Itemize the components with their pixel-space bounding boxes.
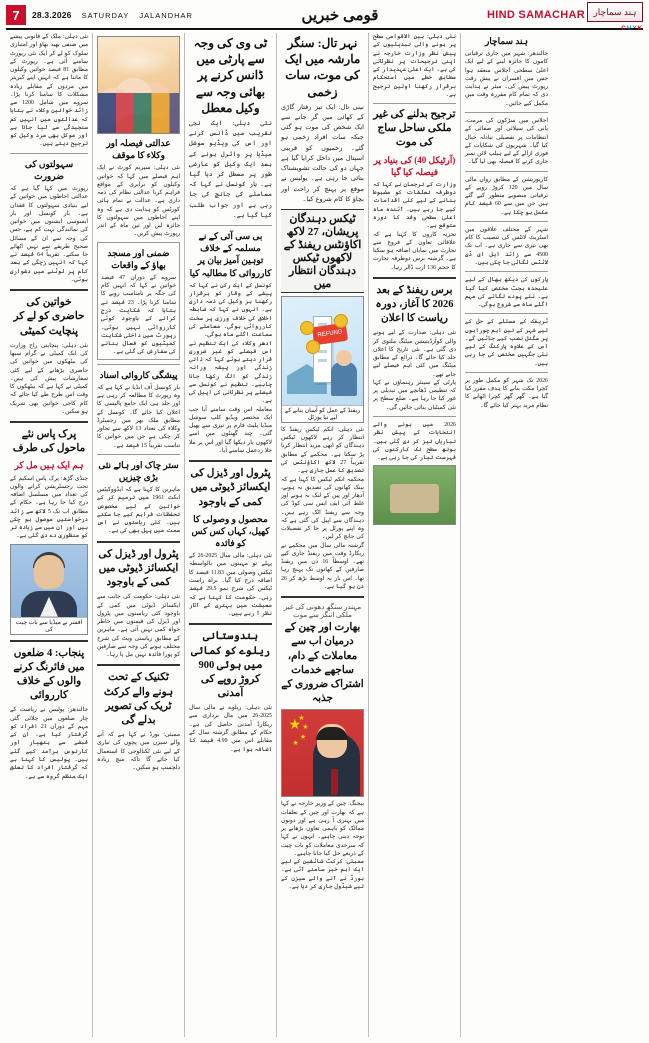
divider [465, 313, 548, 314]
col1-lead-text: نئی دہلی: ملک کے قانونی پیشے میں صنفی بھید بھاؤ اور امتیازی سلوک کو لے کر ایک نئی رپورٹ سامنے آئی ہے۔ رپورٹ کے مطابق 81 فیصد خواتین وکیلوں کا ماننا ہے کہ انہیں اپنے کیریئر میں مردوں کے مقابلے زیادہ مشکلات کا سامنا کرنا پڑا۔ سروے میں شامل 1200 سے زائد خواتین وکلاء نے بتایا کہ عدالتوں میں انہیں کم سنجیدگی سے لیا جاتا ہے اور موکل بھی مرد وکیل کو ترجیح دیتے ہیں۔ [10, 34, 88, 148]
china-minister-photo [281, 709, 364, 797]
publication-date: 28.3.2026 [32, 10, 72, 20]
col2-sub-3: ستر چاک اور ہائے نئی بڑی چیزیں [98, 459, 179, 483]
col6-body-7: 2026 تک شہر کو مکمل طور پر کچرا مکت بنانے کا ہدف مقرر کیا گیا ہے۔ گھر گھر کچرا اٹھانے کا نظام مزید بہتر کیا جائے گا۔ [465, 377, 548, 409]
col3-body-3: ادھر وکلاء کی ایک تنظیم نے اس فیصلے کو غیر ضروری قرار دیتے ہوئے کہا کہ ذاتی زندگی اور پیشہ ورانہ زندگی کو الگ رکھا جانا چاہیے۔ تنظیم نے کونسل سے فیصلے پر نظرثانی کی اپیل کی ہے۔ [189, 340, 272, 405]
photo-caption: افسر نے میڈیا سے بات چیت کی [11, 617, 87, 634]
flag-star-icon: ★ [298, 714, 305, 723]
flag-star-icon: ★ [292, 738, 299, 747]
col1-body-3: نئی دہلی: پنچایتی راج وزارت کی ایک کمیٹی نے گرام سبھا کی بیٹھکوں میں خواتین کی حاضری بڑھانے کے لیے کئی سفارشات پیش کی ہیں۔ کمیٹی نے کہا ہے کہ بیٹھکوں کا وقت اس طرح طے کیا جائے کہ کام کاجی خواتین بھی شریک ہو سکیں۔ [10, 342, 88, 415]
col1-body-5: جالندھر: پولیس نے ریاست کے چار ضلعوں میں چلائی گئی مہم کے دوران 21 افراد کو گرفتار کیا ہے۔ ان کے قبضے سے ہتھیار اور کارتوس برآمد کیے گئے ہیں۔ پولیس کا کہنا ہے کہ گرفتار افراد کا تعلق ایک منظم گروہ سے ہے۔ [10, 707, 88, 780]
col2-body-2: سروے کے دوران 47 فیصد خواتین نے کہا کہ انہیں کام کی جگہ پر نامناسب رویے کا سامنا کرنا پڑا۔ 23 فیصد نے بتایا کہ شکایت درج کرانے کے باوجود کوئی کارروائی نہیں ہوئی۔ رپورٹ میں داخلی شکایت کمیٹیوں کو فعال بنانے کی سفارش کی گئی ہے۔ [101, 274, 177, 356]
col3-headline-1: ٹی وی کی وجہ سے پارٹی میں ڈانس کرنے پر بھائی وجہ سے وکیل معطل [193, 36, 268, 115]
classroom-illustration [98, 37, 179, 133]
col2-headline-2: پٹرول اور ڈیزل کی ایکسائز ڈیوٹی میں کمی کے باوجود [98, 548, 179, 589]
col3-body-1: نئی دہلی: ایک نجی تقریب میں ڈانس کرنے اور اس کی ویڈیو سوشل میڈیا پر وائرل ہونے کے بعد ایک وکیل کو عارضی طور پر معطل کر دیا گیا ہے۔ بار کونسل نے کہا کہ معاملے کی جانچ کی جا رہی ہے اور جواب طلب کیا گیا ہے۔ [189, 119, 272, 219]
divider [10, 289, 88, 291]
cricket-ground-illustration [374, 466, 455, 524]
head-shape [34, 555, 64, 589]
col3-headline-3: ہندوستانی ریلوے کو کمائی میں ہوئی 900 کروڑ روپے کی آمدنی [190, 631, 271, 700]
col1-red-note: ہم ایک ہیں مل کر [14, 460, 84, 471]
col2-body-3: بار کونسل آف انڈیا نے کہا ہے کہ وہ رپورٹ کا مطالعہ کر رہی ہے اور جلد ہی ایک جامع پالیسی کا اعلان کیا جائے گا۔ کونسل کے مطابق ملک بھر میں رجسٹرڈ وکلاء کی تعداد 13 لاکھ سے تجاوز کر چکی ہے جن میں خواتین کا تناسب تقریباً 15 فیصد ہے۔ [97, 384, 180, 449]
col6-sub-1: ہند سماچار [484, 36, 529, 46]
coin-icon [300, 321, 314, 335]
col2-body-5: نئی دہلی: حکومت کی جانب سے ایکسائز ڈیوٹی میں کمی کے باوجود کئی ریاستوں میں پٹرول اور ڈیزل کی قیمتوں میں خاطر خواہ کمی نہیں آئی ہے۔ ماہرین کے مطابق ریاستی ویٹ کی شرح مختلف ہونے کی وجہ سے صارفین کو پورا فائدہ نہیں مل پا رہا۔ [97, 594, 180, 659]
col4-headline-1: نہر تال: سنگر مارشہ میں ایک کی موت، سات زخمی [284, 36, 361, 99]
flag-star-icon: ★ [299, 732, 307, 741]
divider [10, 640, 88, 642]
tax-refund-illustration-photo [281, 296, 364, 423]
col3-body-2: کونسل کے ایک رکن نے کہا کہ پیشے کے وقار کو برقرار رکھنا ہر وکیل کی ذمہ داری ہے۔ انہوں نے کہا کہ ضابطہ اخلاق کی خلاف ورزی پر سخت کارروائی ہوگی۔ معاملے کی سماعت اگلے ماہ ہوگی۔ [189, 282, 272, 339]
col5-body-2: وزارت کے ترجمان نے کہا کہ دوطرفہ تعلقات کو مضبوط بنانے کے لیے کئی اقدامات کیے جا رہے ہیں۔ آئندہ ماہ اعلیٰ سطحی وفد کا دورہ متوقع ہے۔ [373, 181, 456, 230]
col5-body-6: 2026 میں ہونے والے انتخابات کے پیش نظر تیاریاں تیز کر دی گئی ہیں۔ بوتھ سطح تک کارکنوں کی فہرست تیار کی جا رہی ہے۔ [373, 422, 456, 462]
col5-body-5: پارٹی کے سینئر رہنماؤں نے کہا کہ تنظیمی ڈھانچے میں تبدیلی پر غور کیا جا رہا ہے۔ ضلع سطح پر نئی کمیٹیاں بنائی جائیں گی۔ [373, 379, 456, 411]
divider [465, 271, 548, 272]
page-columns [6, 33, 643, 1037]
divider [189, 460, 272, 462]
divider [465, 171, 548, 172]
divider [189, 225, 272, 226]
col3-body-6: نئی دہلی: ریلوے نے مالی سال 2025-26 میں مال برداری سے ریکارڈ آمدنی حاصل کی ہے۔ حکام کے مطابق گزشتہ سال کے مقابلے اس میں 4.99 فیصد کا اضافہ ہوا ہے۔ [189, 705, 272, 753]
col5-body-4: نئی دہلی: صدارت کے لیے ہونے والی کوآرڈینیشن میٹنگ ملتوی کر دی گئی ہے۔ نئی تاریخ کا اعلان جلد کیا جائے گا۔ ذرائع کے مطابق میٹنگ میں کئی اہم فیصلے لیے جانے تھے۔ [373, 330, 456, 378]
column-2 [92, 33, 184, 1037]
column-1 [6, 33, 92, 1037]
divider [465, 112, 548, 113]
divider [97, 541, 180, 543]
brand-name: HIND SAMACHAR [486, 9, 585, 21]
col5-body-3: تجزیہ کاروں کا کہنا ہے کہ علاقائی تعاون کے فروغ سے تجارت میں نمایاں اضافہ ہو سکتا ہے۔ گزشتہ برس دوطرفہ تجارت کا حجم 136 ارب ڈالر رہا۔ [373, 231, 456, 271]
col2-body-6: ممبئی: بورڈ نے کہا ہے کہ آنے والے سیزن میں پچوں کی تیاری کے لیے نئی ٹکنالوجی کا استعمال کیا جائے گا تاکہ میچ زیادہ دلچسپ ہو سکیں۔ [97, 732, 180, 772]
col2-sub-2: پیشگی کاروائی اسناد [99, 369, 178, 380]
divider [97, 664, 180, 666]
tax-illustration-caption: ریفنڈ کے عمل کو آسان بنانے کے لیے نیا پورٹل [282, 405, 363, 422]
col5-body-1: نئی دہلی: بین الاقوامی سطح پر ہونے والی تبدیلیوں کے پیش نظر وزارت خارجہ نے اپنی ترجیحات پر نظرثانی کی ہے۔ ایک اعلیٰ عہدیدار کے مطابق خطے میں استحکام برقرار رکھنا اولین ترجیح ہے۔ [373, 34, 456, 98]
col6-body-4: شہر کے مختلف علاقوں میں اسٹریٹ لائٹس کی تنصیب کا کام بھی تیزی سے جاری ہے۔ اب تک 4500 سے زائد ایل ای ڈی لائٹس لگائی جا چکی ہیں۔ [465, 226, 548, 266]
col1-headline-3: پرک پاس نئے ماحول کی طرف [12, 429, 86, 455]
col2-body-1: نئی دہلی: سپریم کورٹ نے ایک اہم فیصلے میں کہا کہ خواتین وکیلوں کو برابری کے مواقع فراہم کرنا عدالتی نظام کی ذمہ داری ہے۔ عدالت نے تمام ہائی کورٹس کو ہدایت دی ہے کہ وہ اپنے احاطوں میں سہولتوں کا جائزہ لیں اور تین ماہ کے اندر رپورٹ پیش کریں۔ [97, 165, 180, 238]
divider [97, 454, 180, 455]
col3-body-5: نئی دہلی: مالی سال 2025-26 کے پہلے نو مہینوں میں بالواسطہ ٹیکس وصولی میں 11.83 فیصد کا اضافہ درج کیا گیا۔ براہ راست ٹیکس کی شرح نمو 29.5 فیصد رہی۔ حکومت کا کہنا ہے کہ معیشت میں بہتری کے آثار نظر آ رہے ہیں۔ [189, 553, 273, 618]
tie-shape [331, 769, 338, 795]
divider [373, 103, 456, 104]
col4-body-6: بیجنگ: چین کے وزیر خارجہ نے کہا ہے کہ بھارت اور چین کے تعلقات میں بہتری آ رہی ہے اور دونوں ممالک کو باہمی تعاون بڑھانے پر توجہ دینی چاہیے۔ انہوں نے کہا کہ سرحدی معاملات کو بات چیت کے ذریعے حل کیا جانا چاہیے۔ [281, 801, 364, 857]
col1-body-4: چنڈی گڑھ: پرک پاس اسکیم کے تحت رجسٹریشن کرانے والوں کی تعداد میں مسلسل اضافہ درج کیا جا رہا ہے۔ حکام کے مطابق اب تک 5 لاکھ سے زائد درخواستیں موصول ہو چکی ہیں اور ان میں سے زیادہ تر کو منظوری دے دی گئی ہے۔ [10, 475, 88, 540]
col5-headline-2: برس ریفنڈ کے بعد 2026 کا آغاز، دورہ ریاست کا اعلان [375, 284, 454, 325]
refund-stamp-icon: REFUND [312, 323, 348, 346]
pitch-shape [390, 484, 439, 513]
col5-note: (آرٹیکل 40) کی بنیاد پر فیصلہ کیا گیا [373, 154, 456, 177]
divider [465, 221, 548, 222]
flag-star-icon: ★ [288, 717, 302, 733]
col4-kicker: مہندر سنگھ دھونی کی غیر ملکی اننگز سے موت [283, 603, 362, 620]
column-5 [368, 33, 460, 1037]
col4-headline-4: بھارت اور چین کے درمیان اب سے معاملات کے دام، ساجھے خدمات اشتراک ضروری کے جذبہ [281, 622, 364, 705]
col6-body-6: ٹریفک کے مسئلے کے حل کے لیے شہر کے تین اہم چوراہوں پر سگنل نصب کیے جائیں گے۔ اس کے علاوہ پارکنگ کے لیے نئی جگہیں مختص کی جا رہی ہیں۔ [465, 319, 548, 367]
col3-headline-2: پٹرول اور ڈیزل کی ایکسائز ڈیوٹی میں کمی کے باوجود [190, 468, 271, 508]
section-title: قومی خبریں [301, 7, 379, 24]
col6-body-1: جالندھر: شہر میں جاری ترقیاتی کاموں کا جائزہ لینے کے لیے ایک اعلیٰ سطحی اجلاس منعقد ہوا جس میں افسران نے پیش رفت رپورٹ پیش کی۔ میئر نے ہدایت دی کہ تمام کام مقررہ وقت میں مکمل کیے جائیں۔ [465, 51, 548, 107]
divider [97, 364, 180, 365]
china-flag-portrait-illustration [282, 710, 363, 796]
divider [465, 372, 548, 373]
column-4 [276, 33, 368, 1037]
col6-body-2: اجلاس میں سڑکوں کی مرمت، پانی کی سپلائی اور صفائی کے انتظامات پر تفصیلی تبادلہ خیال کیا گیا۔ شہریوں کی شکایات کے فوری ازالے کے لیے ہیلپ لائن نمبر جاری کرنے کا فیصلہ بھی لیا گیا۔ [465, 118, 548, 166]
col4-body-5: ممبئی: کرکٹ شائقین کے لیے ایک اہم خبر سامنے آئی ہے۔ بورڈ نے آنے والے سیزن کے لیے شیڈول جاری کر دیا ہے۔ [281, 859, 364, 890]
col1-headline-2: خواتین کی حاضری کو لے کر پنچایت کمیٹی [13, 297, 85, 337]
col2-headline-1: عدالتی فیصلہ اور وکلاء کا موقف [106, 138, 171, 161]
col2-boxed-item [97, 242, 180, 360]
page-number-badge: 7 [6, 5, 26, 25]
cmyk-color-bar: CMYK [621, 26, 643, 32]
divider [189, 623, 272, 625]
col1-sub-headline: سہولتوں کی ضرورت [24, 158, 74, 181]
col2-headline-3: ٹکنیک کے تحت ہونے والے کرکٹ ٹریک کی تصویر بدلے گی [103, 672, 174, 726]
col5-headline-1: ترجیح بدلنے کی غیر ملکی ساحل ساج کی موت [373, 109, 456, 149]
col4-body-2: نئی دہلی: انکم ٹیکس ریفنڈ کا انتظار کر رہے لاکھوں ٹیکس دہندگان کو ابھی مزید انتظار کرنا پڑ سکتا ہے۔ محکمے کے مطابق تقریباً 27 لاکھ اکاؤنٹس کی تصدیق کا عمل جاری ہے۔ [281, 426, 364, 475]
col2-body-4: ماہرین کا کہنا ہے کہ ایڈووکیٹس ایکٹ 1961 میں ترمیم کر کے خواتین کے لیے مخصوص تحفظات فراہم کیے جا سکتے ہیں۔ کئی ریاستوں نے اس سمت میں پہل بھی کی ہے۔ [97, 487, 180, 535]
tax-refund-illustration [282, 297, 363, 405]
col4-body-4: گزشتہ مالی سال میں محکمے نے ریکارڈ وقت میں ریفنڈ جاری کیے تھے۔ اوسطاً 16 دن میں ریفنڈ صارفین کے کھاتوں تک پہنچ رہا تھا۔ اس بار یہ اوسط بڑھ کر 26 دن ہو گیا ہے۔ [281, 542, 364, 590]
tax-refund-banner [281, 209, 364, 293]
cricket-photo [373, 465, 456, 525]
col6-body-5: پارکوں کی دیکھ بھال کے لیے علیحدہ بجٹ مختص کیا گیا ہے۔ نئے پودے لگانے کی مہم اگلے ماہ سے شروع ہوگی۔ [465, 277, 548, 309]
masthead [6, 4, 643, 30]
col1-body-2: رپورٹ میں کہا گیا ہے کہ عدالتی احاطوں میں خواتین کے لیے بنیادی سہولتوں کا فقدان ہے۔ بار کونسل اور بار ایسوسی ایشنوں میں خواتین کی نمائندگی بہت کم ہے، جس کی وجہ سے ان کے مسائل صحیح طریقے سے نہیں اٹھائے جا سکتے۔ تقریباً 64 فیصد نے کہا کہ انہیں زچگی کے بعد کام پر لوٹنے میں دشواری ہوئی۔ [10, 186, 89, 283]
col1-headline-4: پنجاب: 4 ضلعوں میں فائرنگ کرنے والوں کے خلاف کارروائی [13, 647, 85, 702]
col3-body-4: معاملہ اس وقت سامنے آیا جب ایک مختصر ویڈیو کلپ سوشل میڈیا پلیٹ فارم پر تیزی سے پھیل گئی۔ چند گھنٹوں میں اسے لاکھوں بار دیکھا گیا اور اس پر ملا جلا ردعمل سامنے آیا۔ [189, 406, 272, 454]
publication-city: JALANDHAR [139, 10, 193, 20]
col2-sub-1: ضمنی اور مسجد بھاؤ کے واقعات [107, 247, 170, 270]
col6-body-3: کارپوریشن کے مطابق رواں مالی سال میں 120 کروڑ روپے کے ترقیاتی منصوبے منظور کیے گئے ہیں جن میں سے 60 فیصد کام مکمل ہو چکا ہے۔ [465, 176, 548, 216]
col4-body-3: محکمہ انکم ٹیکس کا کہنا ہے کہ بینک کھاتوں کی تصدیق نہ ہونے، آدھار اور پین کے لنک نہ ہونے اور غلط آئی ایف ایس سی کوڈ کی وجہ سے ریفنڈ اٹک رہے ہیں۔ دہندگان سے اپیل کی گئی ہے کہ وہ اپنے پورٹل پر جا کر تفصیلات کی جانچ کر لیں۔ [281, 476, 364, 541]
teachers-illustration-photo [97, 36, 180, 134]
col4-body-1: نینی تال: ایک تیز رفتار گاڑی کے کھائی میں گر جانے سے ایک شخص کی موت ہو گئی جبکہ سات افراد زخمی ہو گئے۔ زخمیوں کو قریبی اسپتال میں داخل کرایا گیا ہے جہاں دو کی حالت تشویشناک بتائی جا رہی ہے۔ پولیس نے موقع پر پہنچ کر راحت اور بچاؤ کا کام شروع کیا۔ [281, 103, 364, 203]
divider [373, 277, 456, 279]
divider [10, 153, 88, 154]
officer-photo [10, 544, 88, 635]
col3-sub-2: محصول و وصولی کا کھیل، کہاں کس کس کو فائدہ [191, 513, 270, 549]
coin-icon [334, 314, 348, 328]
column-6 [460, 33, 552, 1037]
flag-star-icon: ★ [302, 723, 309, 732]
portrait-illustration [11, 545, 87, 617]
taxpayer-figure-icon [331, 362, 357, 396]
col3-sub-1: بی سی آئی کے نے مسلمہ کے خلاف توہین آمیز بیان پر کارروائی کا مطالبہ کیا [189, 231, 272, 278]
tax-refund-banner-text: ٹیکس دہندگان پریشان، 27 لاکھ اکاؤنٹس ریفنڈ کے لاکھوں ٹیکس دہندگان انتظار میں [283, 212, 362, 290]
column-3 [184, 33, 276, 1037]
brand-logo: ہند سماچار [587, 2, 643, 22]
divider [10, 421, 88, 423]
publication-day: SATURDAY [81, 10, 130, 20]
divider [281, 596, 364, 598]
divider [373, 416, 456, 417]
